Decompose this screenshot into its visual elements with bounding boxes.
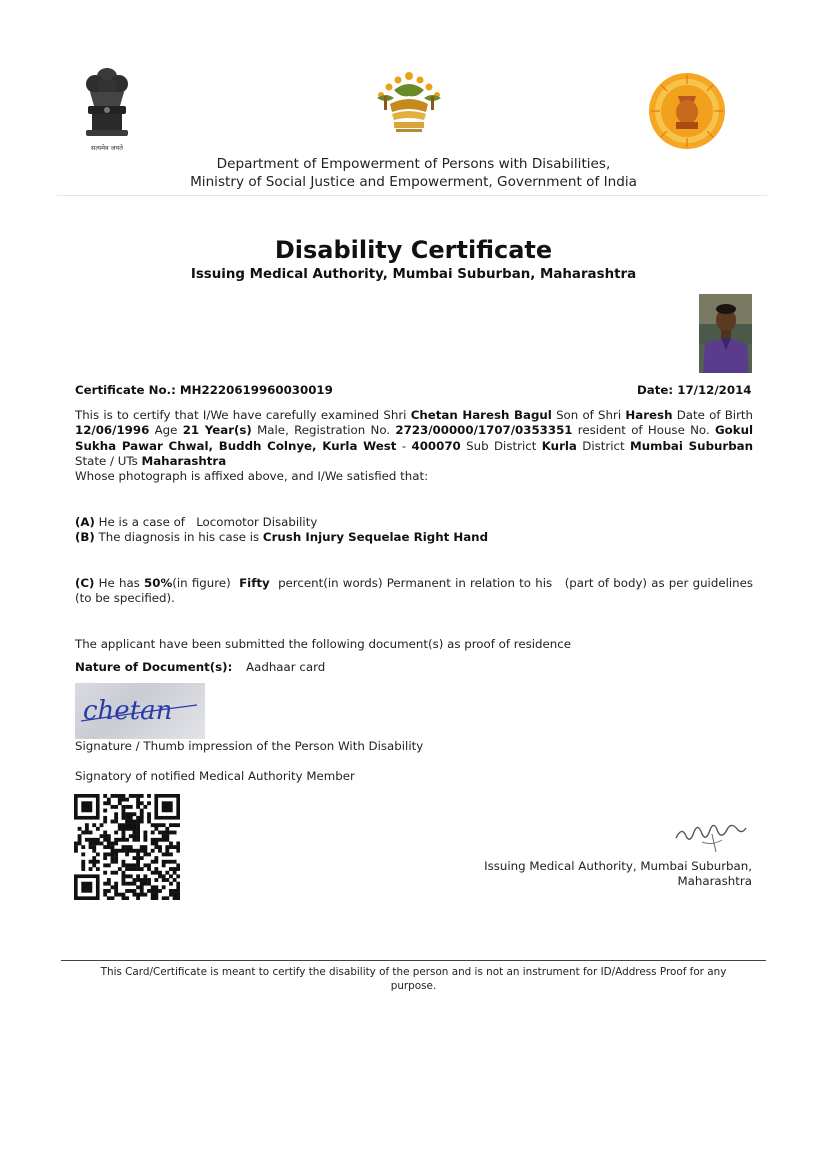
signatory-line: Signatory of notified Medical Authority Member: [75, 769, 355, 783]
certificate-date-label: Date:: [637, 383, 674, 397]
item-b: [75, 530, 488, 545]
national-emblem-logo: [80, 66, 134, 152]
applicant-name: Chetan Haresh Bagul: [410, 408, 552, 422]
item-c: [75, 576, 757, 607]
item-a-text: He is a case of Locomotor Disability: [98, 515, 318, 529]
state-label: State / UTs: [75, 453, 138, 468]
center-logo: [372, 68, 446, 134]
applicant-signature-image: [75, 683, 205, 739]
certificate-date: [637, 383, 752, 398]
qr-code: [74, 794, 180, 900]
documents-value: Aadhaar card: [246, 660, 326, 674]
header-divider: [57, 195, 767, 196]
item-a: [75, 515, 317, 530]
page-title: Disability Certificate: [274, 236, 553, 264]
item-b-text: The diagnosis in his case is: [98, 530, 260, 544]
applicant-photo: [699, 294, 752, 373]
district-value: Mumbai Suburban: [630, 438, 754, 453]
item-c-tag: (C): [75, 576, 95, 590]
father-name: Haresh: [625, 408, 673, 422]
department-line: Department of Empowerment of Persons with Disabilities,: [216, 156, 611, 172]
photo-affixed-line: Whose photograph is affixed above, and I/We satisfied that:: [75, 469, 429, 483]
address-value: Gokul Sukha Pawar Chwal, Buddh Colnye, Kurla West: [75, 423, 754, 453]
address-dash: -: [401, 438, 407, 453]
subdistrict-value: Kurla: [541, 438, 577, 453]
signature-caption: Signature / Thumb impression of the Person With Disability: [75, 739, 424, 753]
page-subtitle: Issuing Medical Authority, Mumbai Suburban, Maharashtra: [190, 267, 637, 282]
item-c-pre: He has: [98, 576, 140, 590]
footer-disclaimer: This Card/Certificate is meant to certify the disability of the person and is not an instrument for ID/Address Proof for any purpose.: [100, 966, 727, 992]
age-value: 21 Year(s): [182, 423, 252, 438]
documents-line: [75, 660, 325, 675]
state-seal-logo: [648, 72, 726, 150]
authority-signature-image: [672, 812, 750, 856]
resident-label: resident of House No.: [577, 423, 710, 438]
item-b-tag: (B): [75, 530, 95, 544]
certificate-number-label: Certificate No.:: [75, 383, 176, 397]
disability-percent: 50%: [144, 576, 173, 590]
dob-label: Date of Birth: [676, 408, 754, 422]
footer-divider: [61, 960, 766, 961]
ministry-line: Ministry of Social Justice and Empowerment, Government of India: [190, 174, 637, 190]
date-of-birth: 12/06/1996: [75, 423, 150, 438]
age-label: Age: [154, 423, 178, 438]
certificate-number-value: MH2220619960030019: [179, 383, 333, 397]
certificate-date-value: 17/12/2014: [677, 383, 752, 397]
intro-text: This is to certify that I/We have carefully examined Shri: [75, 408, 407, 422]
item-a-tag: (A): [75, 515, 95, 529]
son-of-label: Son of Shri: [556, 408, 622, 422]
certificate-number: [75, 383, 333, 398]
pincode-value: 400070: [411, 438, 461, 453]
registration-number: 2723/00000/1707/0353351: [395, 423, 573, 438]
item-c-rest: percent(in words) Permanent in relation to his (part of body) as per guidelines (to be specified).: [75, 576, 757, 606]
documents-intro: The applicant have been submitted the following document(s) as proof of residence: [75, 637, 571, 651]
certification-paragraph: [75, 408, 753, 469]
disability-percent-words: Fifty: [239, 576, 270, 590]
emblem-caption: सत्यमेव जयते: [91, 144, 123, 152]
subdistrict-label: Sub District: [466, 438, 537, 453]
item-c-figure: (in figure): [172, 576, 231, 590]
documents-label: Nature of Document(s):: [75, 660, 233, 674]
signature-handwriting: chetan: [83, 696, 173, 726]
gender-registration-label: Male, Registration No.: [257, 423, 391, 438]
issuing-authority: Issuing Medical Authority, Mumbai Suburban, Maharashtra: [484, 859, 752, 889]
diagnosis-value: Crush Injury Sequelae Right Hand: [262, 530, 489, 544]
district-label: District: [582, 438, 625, 453]
state-value: Maharashtra: [141, 453, 227, 468]
